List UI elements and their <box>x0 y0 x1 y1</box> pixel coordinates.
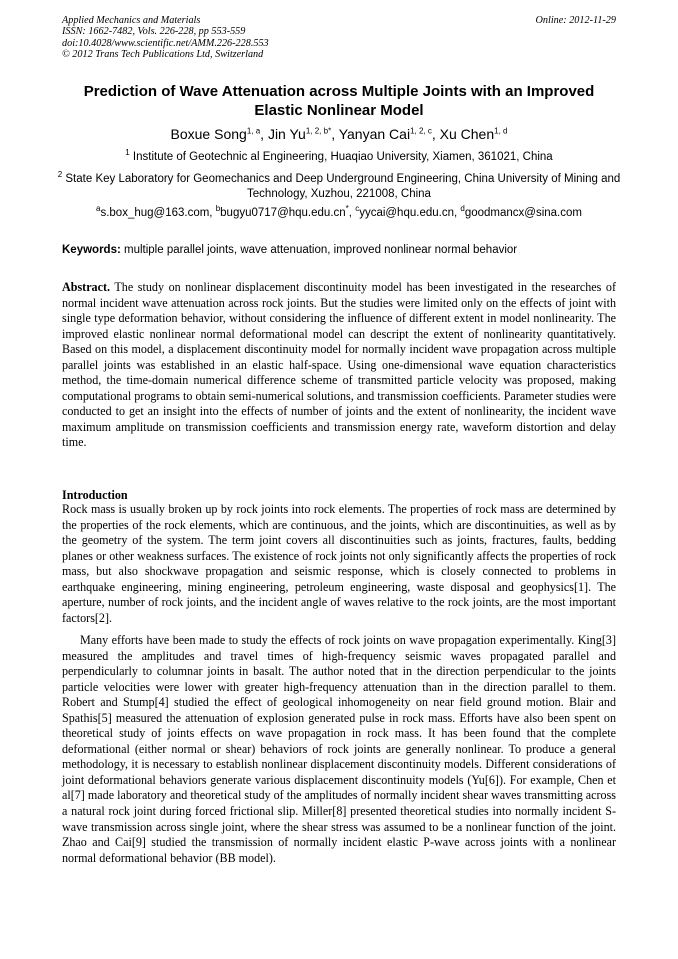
email-link[interactable]: s.box_hug@163.com, <box>100 207 216 219</box>
paper-title: Prediction of Wave Attenuation across Multiple Joints with an Improved Elastic Nonlinear Model <box>83 83 595 119</box>
author-sup: 1, a <box>246 126 261 136</box>
doi-line: doi:10.4028/www.scientific.net/AMM.226-228.553 <box>62 37 269 49</box>
email-list <box>55 206 623 221</box>
email-sup: d <box>460 204 465 214</box>
online-date: Online: 2012-11-29 <box>535 15 616 26</box>
keywords <box>62 243 616 258</box>
email-link[interactable]: bugyu0717@hqu.edu.cn <box>220 207 346 219</box>
affiliation-sup: 1 <box>125 148 130 158</box>
abstract-label: Abstract. <box>62 280 111 294</box>
email-link[interactable]: goodmancx@sina.com <box>464 207 582 219</box>
copyright-line: © 2012 Trans Tech Publications Ltd, Switzerland <box>62 48 264 60</box>
author-list: Boxue Song$^{1, a}$, Jin $Yu^{1, 2, b*}$, Yanyan Cai$^{1, 2, c}$, Xu Chen$^{1, d}$ <box>170 126 508 142</box>
author-name: Yanyan Cai <box>338 126 411 142</box>
page-header <box>62 15 616 60</box>
author-name: Jin Yu <box>267 126 306 142</box>
keywords-text: multiple parallel joints, wave attenuation, improved nonlinear normal behavior <box>120 244 518 256</box>
affiliation-2 <box>55 172 623 202</box>
author-name: Xu Chen <box>439 126 495 142</box>
email-sup: c <box>355 204 360 214</box>
email-sup: b <box>215 204 221 214</box>
corresponding-mark: * <box>345 204 349 214</box>
author-sup: 1, 2, b* <box>305 126 332 136</box>
author-sup: 1, d <box>494 126 508 136</box>
abstract <box>62 280 616 451</box>
affiliation-text: State Key Laboratory for Geomechanics and Deep Underground Engineering, China University of Mining and Technology, Xuzhou, 221008, China <box>65 173 621 200</box>
introduction-paragraph-2: Many efforts have been made to study the effects of rock joints on wave propagation experimentally. King[3] measured the amplitudes and travel times of high-frequency seismic waves propagated parallel and perpendicularly to columnar joints in basalt. The author noted that in the direction perpendicular to the joints particle velocities were lower with greater high-frequency attenuation than in the direction parallel to them. Robert and Stump[4] studied the effect of geological inhomogeneity on near field ground motion. Blair and Spathis[5] measured the attenuation of explosion generated pulse in rock mass. Efforts have also been spent on theoretical study of joints effects on wave propagation in rock mass. It has been found that the complete deformational (either normal or shear) behaviors of rock joints are generally nonlinear. To produce a general methodology, it is necessary to establish nonlinear displacement discontinuity models. Different considerations of joint deformational behaviors generate various displacement discontinuity models (Yu[6]). For example, Chen et al[7] made laboratory and theoretical study of the amplitudes of normally incident shear waves transmitting across a natural rock joint during forced frictional slip. Miller[8] presented theoretical studies into normally incident S-wave transmission across single joint, where the shear stress was assumed to be a nonlinear function of the joint. Zhao and Cai[9] studied the transmission of normally incident elastic P-wave across joints with a nonlinear normal deformational behavior (BB model). <box>62 633 616 865</box>
affiliation-text: Institute of Geotechnic al Engineering, Huaqiao University, Xiamen, 361021, China <box>132 151 553 163</box>
affiliation-sup: 2 <box>57 170 63 180</box>
journal-name: Applied Mechanics and Materials <box>62 15 201 26</box>
email-separator: , <box>348 207 356 219</box>
author-name: Boxue Song <box>170 126 247 142</box>
author-sup: 1, 2, c <box>410 126 432 136</box>
keywords-label: Keywords: <box>62 244 121 256</box>
issn-line: ISSN: 1662-7482, Vols. 226-228, pp 553-559 <box>62 26 246 38</box>
abstract-text: The study on nonlinear displacement discontinuity model has been investigated in the researches of normal incident wave attenuation across rock joints. But the studies were limited only on the effects of joint with single type deformation behavior, without considering the influence of different extent in model nonlinearity. The improved elastic nonlinear normal deformational model can descript the extent of nonlinearity quantitatively. Based on this model, a displacement discontinuity model for normally incident wave propagation across multiple parallel joints was established in an elastic half-space. Using one-dimensional wave equation characteristics method, the time-domain numerical difference scheme of transmitted particle velocity was proposed, making computational programs to obtain semi-numerical solutions, and transmission coefficients. Parameter studies were conducted to get an insight into the effects of number of joints and the extent of nonlinearity, the incident wave maximum amplitude on transmission coefficients and transmission energy rate, waveform distortion and delay time. <box>62 280 616 450</box>
email-link[interactable]: yycai@hqu.edu.cn, <box>359 207 461 219</box>
affiliation-1 <box>55 150 623 165</box>
email-sup: a <box>96 204 101 214</box>
introduction-paragraph-1: Rock mass is usually broken up by rock joints into rock elements. The properties of rock mass are determined by the properties of the rock elements, which are continuous, and the joints, which are discontinuities, as well as by the geometry of the system. The term joint covers all discontinuities such as joints, fractures, faults, bedding planes or other weakness surfaces. The existence of rock joints not only significantly affects the properties of rock mass, but also shockwave propagation and seismic response, which is closely connected to problems in earthquake engineering, mining engineering, petroleum engineering, waste disposal and geophysics[1]. The aperture, number of rock joints, and the incident angle of waves relative to the rock joints, are the most important factors[2]. <box>62 502 616 625</box>
introduction-heading: Introduction <box>62 488 128 502</box>
